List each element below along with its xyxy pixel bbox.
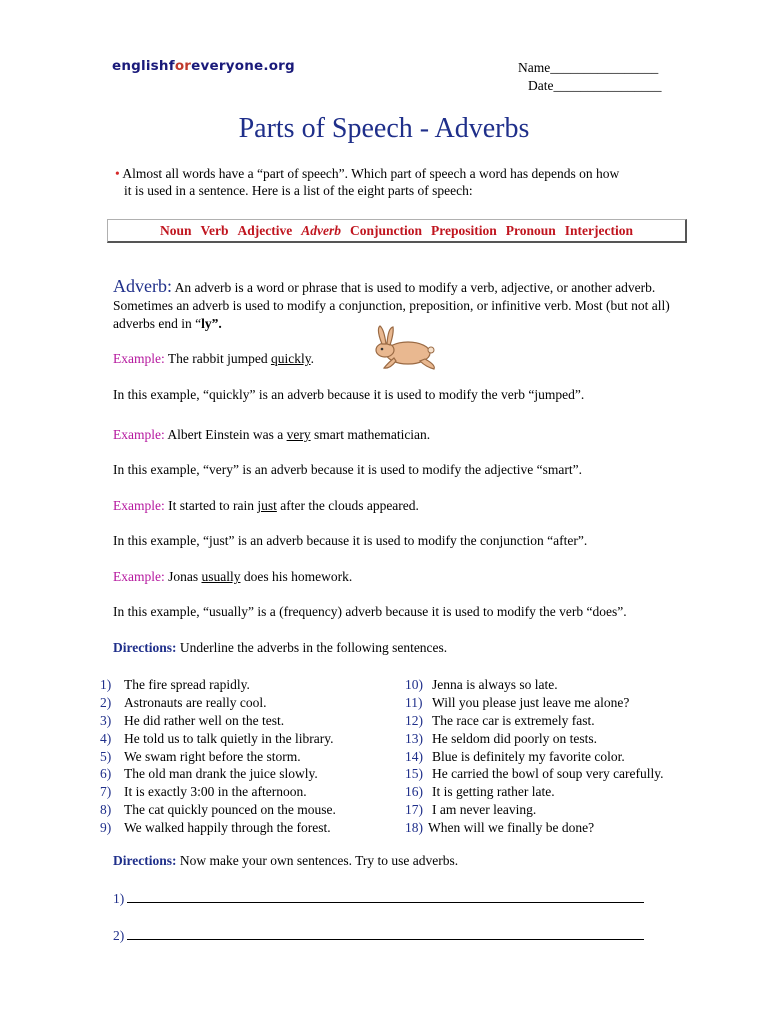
site-logo-part: englishf [112,58,175,74]
sentence-text: We swam right before the storm. [124,748,301,764]
sentence-item [100,730,336,748]
example-label: Example: [113,351,165,366]
example-text: Albert Einstein was a [164,427,287,442]
answer-line-1 [113,890,644,907]
directions-text: Now make your own sentences. Try to use adverbs. [176,853,459,868]
sentence-text: Jenna is always so late. [432,677,558,692]
sentence-item [100,765,336,783]
sentence-item [405,676,664,694]
sentence-text: He did rather well on the test. [124,712,285,728]
example-4-explanation: In this example, “usually” is a (frequency) adverb because it is used to modify the verb “does”. [113,604,627,619]
sentence-number: 16) [405,784,423,800]
sentence-item [405,801,664,819]
name-date-block [518,59,661,95]
sentence-text: It is getting rather late. [432,784,555,800]
site-logo-part: everyone.org [191,58,295,74]
example-1-explanation: In this example, “quickly” is an adverb because it is used to modify the verb “jumped”. [113,387,585,402]
sentence-item [405,712,664,730]
definition-end: ”. [211,316,222,331]
sentence-item [100,712,336,730]
example-adverb: very [286,427,311,442]
definition-heading: Adverb: [113,276,172,296]
answer-number: 2) [113,928,125,943]
example-label: Example: [113,569,165,584]
sentence-number: 2) [100,694,112,710]
directions-label: Directions: [113,853,177,868]
example-text: Jonas [164,569,202,584]
sentence-text: Astronauts are really cool. [124,694,267,710]
directions-own-sentences [113,853,458,869]
sentence-number: 18) [405,820,423,836]
sentence-text: It is exactly 3:00 in the afternoon. [124,784,307,800]
directions-text: Underline the adverbs in the following sentences. [176,640,448,655]
directions-underline [113,640,447,656]
sentence-number: 17) [405,802,423,818]
pos-item: Noun [159,222,192,238]
sentence-item [405,783,664,801]
pos-item: Preposition [431,222,497,238]
sentence-number: 12) [405,712,423,728]
sentence-text: Will you please just leave me alone? [432,694,630,710]
sentence-item [405,694,664,712]
pos-item: Pronoun [505,222,556,238]
sentence-text: He seldom did poorly on tests. [432,730,597,746]
sentence-number: 5) [100,748,112,764]
example-2 [113,427,430,443]
definition-text: An adverb is a word or phrase that is used to modify a verb, adjective, or another adverb. Sometimes an adverb is used to modify a conjunction, preposition, or infinitive verb. Most (but not all) adverbs end in “ [113,280,670,331]
page-title: Parts of Speech - Adverbs [238,113,530,144]
example-4 [113,569,352,585]
sentence-number: 7) [100,784,112,800]
sentence-item [100,694,336,712]
sentence-text: He told us to talk quietly in the library. [124,730,334,746]
site-logo-for: or [174,58,192,74]
answer-number: 1) [113,891,125,906]
sentence-number: 10) [405,677,423,692]
example-text: The rabbit jumped [164,351,271,366]
sentence-number: 6) [100,766,112,782]
example-text: It started to rain [164,498,258,513]
example-label: Example: [113,498,165,513]
pos-item: Interjection [564,222,634,238]
example-label: Example: [113,427,165,442]
answer-line-2 [113,927,644,944]
pos-item: Verb [200,222,229,238]
name-field: Name________________ [518,60,659,75]
answer-blank[interactable] [127,927,644,940]
sentence-number: 15) [405,766,423,782]
sentence-number: 3) [100,712,112,728]
example-3-explanation: In this example, “just” is an adverb because it is used to modify the conjunction “after”. [113,533,588,548]
sentence-item [405,765,664,783]
sentence-number: 14) [405,748,423,764]
sentence-item [100,819,336,837]
sentence-text: The fire spread rapidly. [124,677,250,692]
pos-item: Conjunction [349,222,422,238]
pos-item: Adjective [237,222,293,238]
pos-item-highlighted: Adverb [301,222,341,238]
example-text: does his homework. [240,569,353,584]
sentence-text: We walked happily through the forest. [124,820,331,836]
example-text: after the clouds appeared. [276,498,419,513]
rabbit-image [370,323,438,373]
sentence-text: When will we finally be done? [428,820,595,836]
sentence-item [405,730,664,748]
sentence-text: The cat quickly pounced on the mouse. [124,802,336,818]
sentence-item [100,748,336,766]
intro-line-1: Almost all words have a “part of speech”. Which part of speech a word has depends on how [122,166,620,181]
sentence-item [100,783,336,801]
example-2-explanation: In this example, “very” is an adverb because it is used to modify the adjective “smart”. [113,462,582,477]
sentence-number: 8) [100,802,112,818]
sentence-text: Blue is definitely my favorite color. [432,748,625,764]
sentence-text: The race car is extremely fast. [432,712,595,728]
answer-blank[interactable] [127,890,644,903]
site-logo [112,58,295,74]
directions-label: Directions: [113,640,177,655]
sentence-number: 9) [100,820,112,836]
parts-of-speech-list [107,219,687,243]
example-adverb: quickly [270,351,311,366]
sentence-text: I am never leaving. [432,802,537,818]
example-adverb: usually [201,569,241,584]
sentence-number: 13) [405,730,423,746]
intro-paragraph [115,165,685,199]
example-1 [113,351,314,367]
example-text: smart mathematician. [310,427,431,442]
bullet-icon: • [115,166,120,181]
definition-ly: ly [201,316,212,331]
sentence-list-left [100,676,336,837]
sentence-list-right [405,676,664,837]
sentence-item [405,748,664,766]
sentence-text: He carried the bowl of soup very carefully. [432,766,664,782]
sentence-number: 1) [100,677,112,692]
sentence-number: 11) [405,694,423,710]
sentence-text: The old man drank the juice slowly. [124,766,318,782]
date-field: Date________________ [528,78,662,93]
sentence-item [100,676,336,694]
intro-line-2: it is used in a sentence. Here is a list of the eight parts of speech: [124,183,473,198]
sentence-item [100,801,336,819]
example-text: . [310,351,314,366]
sentence-item [405,819,664,837]
example-3 [113,498,419,514]
sentence-number: 4) [100,730,112,746]
example-adverb: just [257,498,277,513]
